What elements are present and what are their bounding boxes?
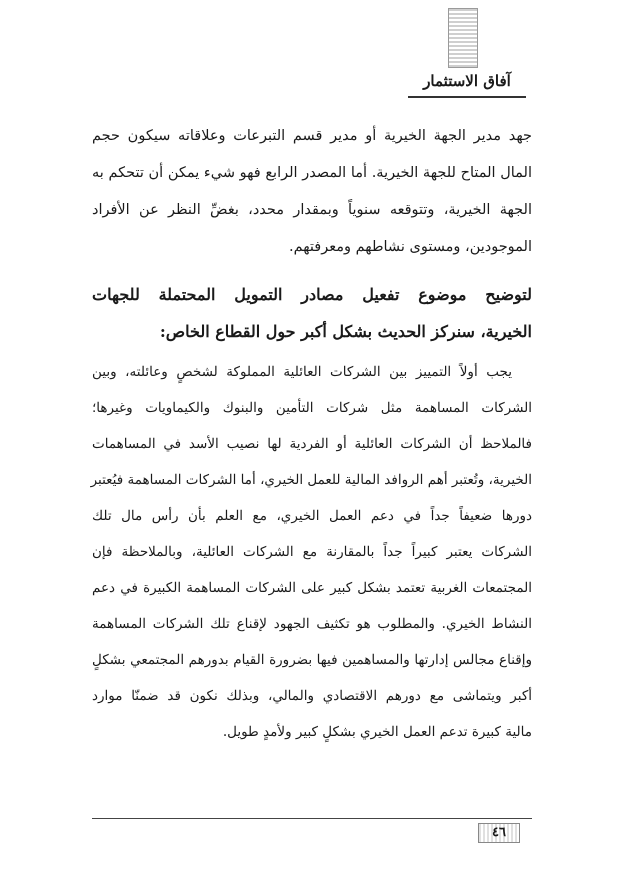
footer-rule bbox=[92, 818, 532, 819]
text-line: النشاط الخيري. والمطلوب هو تكثيف الجهود لإقناع تلك الشركات المساهمة bbox=[92, 616, 532, 632]
text-line: وإقناع مجالس إدارتها والمساهمين فيها بضرورة القيام بدورهم المجتمعي بشكلٍ bbox=[92, 652, 532, 668]
header-underline bbox=[408, 96, 526, 98]
body-text bbox=[92, 118, 532, 750]
text-line: الجهة الخيرية، وتتوقعه سنوياً وبمقدار محدد، بغضِّ النظر عن الأفراد bbox=[92, 202, 532, 218]
text-line: الشركات المساهمة مثل شركات التأمين والبنوك والكيماويات وغيرها؛ bbox=[92, 400, 532, 416]
text-line: فالملاحظ أن الشركات العائلية أو الفردية لها نصيب الأسد في المساهمات bbox=[92, 436, 532, 452]
paragraph-1 bbox=[92, 118, 532, 266]
paragraph-2 bbox=[92, 354, 532, 750]
running-header-title: آفاق الاستثمار bbox=[423, 72, 511, 90]
section-heading bbox=[92, 276, 532, 350]
text-line: مالية كبيرة تدعم العمل الخيري بشكلٍ كبير ولأمدٍ طويل. bbox=[222, 724, 532, 740]
heading-line: الخيرية، سنركز الحديث بشكل أكبر حول القطاع الخاص: bbox=[159, 322, 532, 341]
text-line: المال المتاح للجهة الخيرية. أما المصدر الرابع فهو شيء يمكن أن تتحكم به bbox=[92, 165, 532, 181]
text-line: الشركات يعتبر كبيراً جداً بالمقارنة مع الشركات العائلية، وبالملاحظة فإن bbox=[92, 544, 532, 560]
text-line: دورها ضعيفاً جداً في دعم العمل الخيري، مع العلم بأن رأس مال تلك bbox=[92, 508, 532, 524]
text-line: جهد مدير الجهة الخيرية أو مدير قسم التبرعات وعلاقاته سيكون حجم bbox=[92, 128, 532, 144]
heading-line: لتوضيح موضوع تفعيل مصادر التمويل المحتملة للجهات bbox=[92, 285, 532, 304]
text-line: الخيرية، وتُعتبر أهم الروافد المالية للعمل الخيري، أما الشركات المساهمة فيُعتبر bbox=[90, 472, 532, 488]
text-line: أكبر ويتماشى مع دورهم الاقتصادي والمالي، وبذلك نكون قد ضمنّا موارد bbox=[92, 688, 532, 704]
page-number: ٤٦ bbox=[478, 823, 520, 843]
header-ornament bbox=[448, 8, 478, 68]
text-line: الموجودين، ومستوى نشاطهم ومعرفتهم. bbox=[288, 239, 532, 255]
text-line: المجتمعات الغربية تعتمد بشكل كبير على الشركات المساهمة الكبيرة في دعم bbox=[92, 580, 532, 596]
text-line: يجب أولاً التمييز بين الشركات العائلية المملوكة لشخصٍ وعائلته، وبين bbox=[92, 364, 512, 380]
